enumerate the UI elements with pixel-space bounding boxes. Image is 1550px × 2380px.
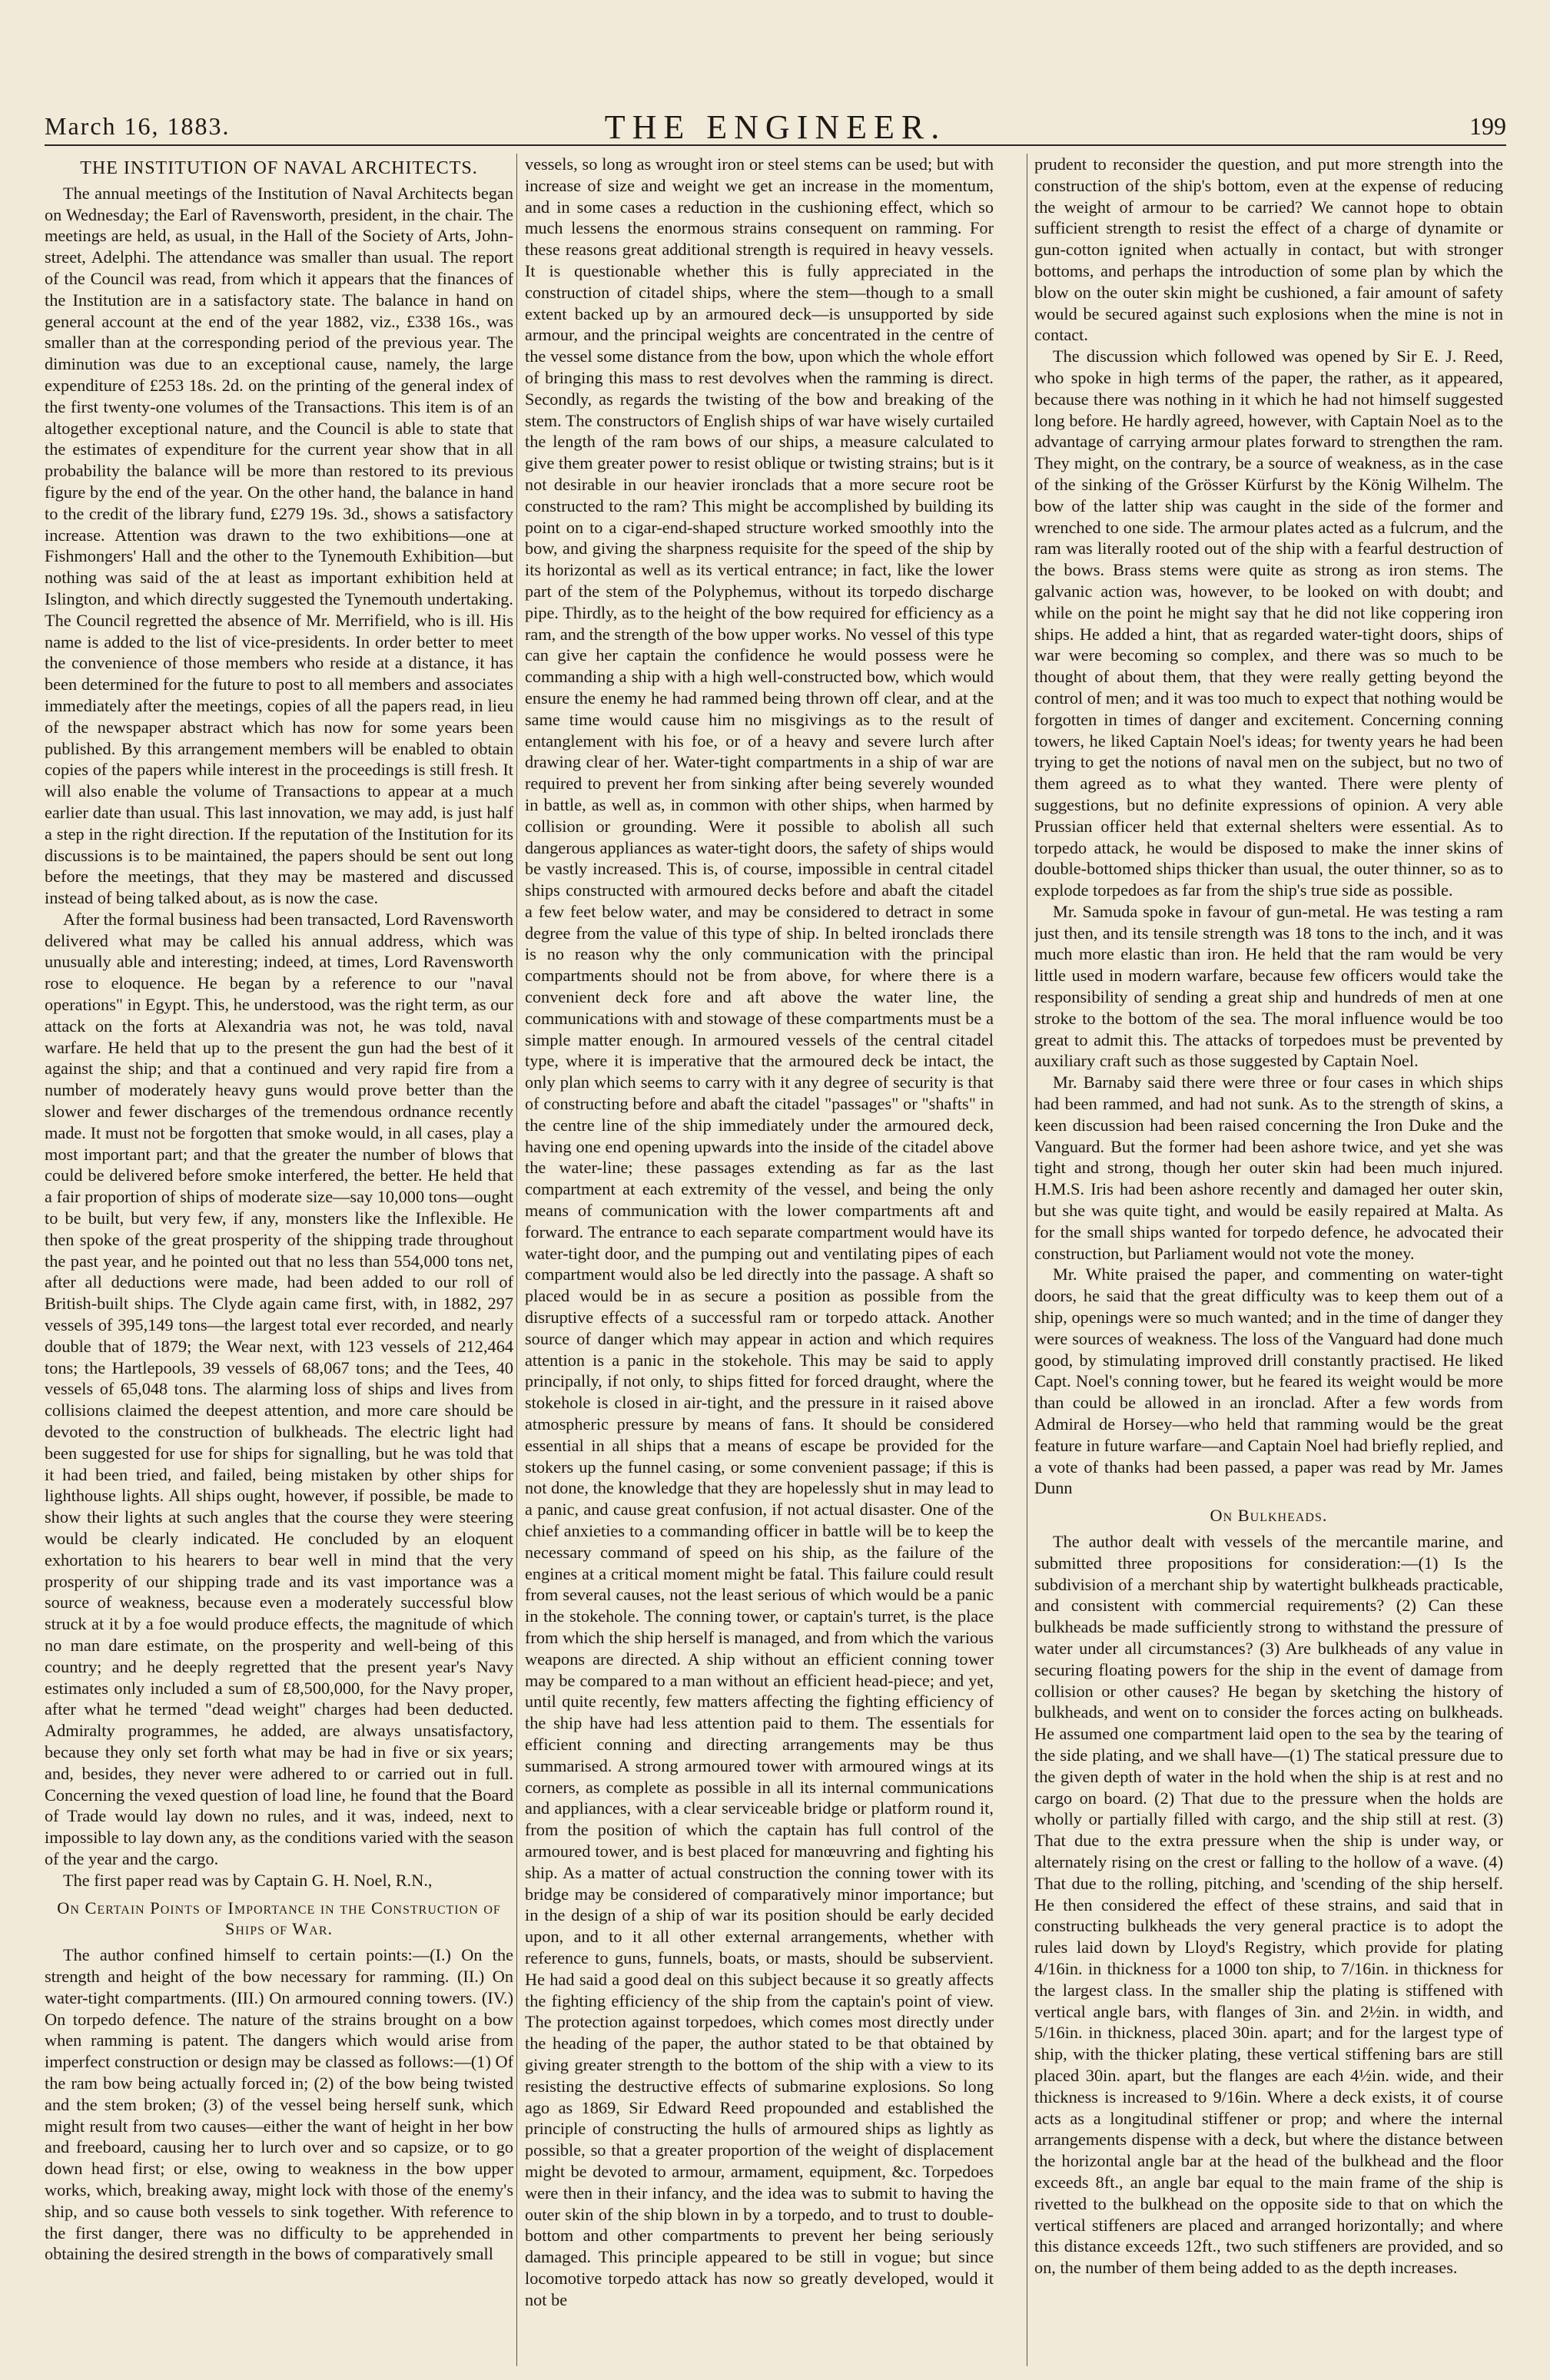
paragraph: The discussion which followed was opened by Sir E. J. Reed, who spoke in high terms of the paper, the rather, as it appeared, because there was nothing in it which he had not himself suggested long before. He hardly agreed, however, with Captain Noel as to the advantage of carrying armour plates forward to strengthen the ram. They might, on the contrary, be a source of weakness, as in the case of the sinking of the Grösser Kürfurst by the König Wilhelm. The bow of the latter ship was caught in the side of the former and wrenched to one side. The armour plates acted as a fulcrum, and the ram was literally rooted out of the ship with a fearful destruction of the bows. Brass stems were quite as strong as iron stems. The galvanic action was, however, to be looked on with doubt; and while on the point he might say that he did not like coppering iron ships. He added a hint, that as regarded water-tight doors, ships of war were becoming so complex, and there was so much to be thought of about them, that they were really getting beyond the control of men; and it was too much to expect that nothing would be forgotten in times of danger and excitement. Concerning conning towers, he liked Captain Noel's ideas; for twenty years he had been trying to get the notions of naval men on the subject, but no two of them agreed as to what they wanted. There were plenty of suggestions, but no definite expressions of opinion. A very able Prussian officer held that external shelters were essential. As to torpedo attack, he would be disposed to make the inner skins of double-bottomed ships thicker than usual, the outer thinner, so as to explode torpedoes as far from the ship's true side as possible. [1034,346,1503,900]
page-number: 199 [1469,112,1506,140]
column-3 [1034,154,1503,2366]
paragraph: The annual meetings of the Institution of Naval Architects began on Wednesday; the Earl of Ravensworth, president, in the chair. The meetings are held, as usual, in the Hall of the Society of Arts, John-street, Adelphi. The attendance was smaller than usual. The report of the Council was read, from which it appears that the finances of the Institution are in a satisfactory state. The balance in hand on general account at the end of the year 1882, viz., £338 16s., was smaller than at the corresponding period of the previous year. The diminution was due to an exceptional cause, namely, the large expenditure of £253 18s. 2d. on the printing of the general index of the first twenty-one volumes of the Transactions. This item is of an altogether exceptional nature, and the Council is able to state that the estimates of expenditure for the current year show that in all probability the balance will be more than restored to its previous figure by the end of the year. On the other hand, the balance in hand to the credit of the library fund, £279 19s. 3d., shows a satisfactory increase. Attention was drawn to the two exhibitions—one at Fishmongers' Hall and the other to the Tynemouth Exhibition—but nothing was said of the at least as important exhibition held at Islington, and which directly suggested the Tynemouth undertaking. The Council regretted the absence of Mr. Merrifield, who is ill. His name is added to the list of vice-presidents. In order better to meet the convenience of those members who reside at a distance, it has been determined for the future to post to all members and associates immediately after the meetings, copies of all the papers read, in lieu of the newspaper abstract which has now for some years been published. By this arrangement members will be enabled to obtain copies of the papers while interest in the proceedings is still fresh. It will also enable the volume of Transactions to appear at a much earlier date than usual. This last innovation, we may add, is just half a step in the right direction. If the reputation of the Institution for its discussions is to be maintained, the papers should be sent out long before the meetings, that they may be mastered and discussed instead of being talked about, as is now the case. [45,183,513,908]
publication-title: THE ENGINEER. [604,108,947,146]
paragraph: The first paper read was by Captain G. H. Noel, R.N., [63,1870,433,1890]
paragraph: Mr. White praised the paper, and commenting on water-tight doors, he said that the great difficulty was to keep them out of a ship, openings were so much wanted; and in the time of danger they were sources of weakness. The loss of the Vanguard had done much good, by stimulating improved drill constantly practised. He liked Capt. Noel's conning tower, but he feared its weight would be more than could be allowed in an ironclad. After a few words from Admiral de Horsey—who held that ramming would be the great feature in future warfare—and Captain Noel had briefly replied, and a vote of thanks had been passed, a paper was read by Mr. James Dunn [1034,1265,1503,1498]
section-subheading: On Certain Points of Importance in the Construction of Ships of War. [57,1898,501,1939]
masthead [45,108,1506,154]
paragraph: Mr. Samuda spoke in favour of gun-metal. He was testing a ram just then, and its tensile strength was 18 tons to the inch, and it was much more elastic than iron. He held that the ram would be very little used in modern warfare, because few officers would take the responsibility of sending a great ship and hundreds of men at one stroke to the bottom of the sea. The moral influence would be too great to admit this. The attacks of torpedoes must be prevented by auxiliary craft such as those suggested by Captain Noel. [1034,901,1503,1071]
paragraph: The author confined himself to certain points:—(I.) On the strength and height of the bow necessary for ramming. (II.) On water-tight compartments. (III.) On armoured conning towers. (IV.) On torpedo defence. The nature of the strains brought on a bow when ramming is patent. The dangers which would arise from imperfect construction or design may be classed as follows:—(1) Of the ram bow being actually forced in; (2) of the bow being twisted and the stem broken; (3) of the vessel being herself sunk, which might result from two causes—either the want of height in her bow and freeboard, causing her to lurch over and so capsize, or to go down head first; or else, owing to weakness in the bow upper works, which, breaking away, might lock with those of the enemy's ship, and so cause both vessels to sink together. With reference to the first danger, there was no difficulty to be apprehended in obtaining the desired strength in the bows of comparatively small [45,1945,513,2264]
paragraph: After the formal business had been transacted, Lord Ravensworth delivered what may be called his annual address, which was unusually able and interesting; indeed, at times, Lord Ravensworth rose to eloquence. He began by a reference to our "naval operations" in Egypt. This, he understood, was the right term, as our attack on the forts at Alexandria was not, he was told, naval warfare. He held that up to the present the gun had the best of it against the ship; and that a continued and very rapid fire from a number of moderately heavy guns would prove better than the slower and fewer discharges of the tremendous ordnance recently made. It must not be forgotten that smoke would, in all cases, play a most important part; and that the greater the number of blows that could be delivered before smoke interfered, the better. He held that a fair proportion of ships of moderate size—say 10,000 tons—ought to be built, but very few, if any, monsters like the Inflexible. He then spoke of the great prosperity of the shipping trade throughout the past year, and he pointed out that no less than 554,000 tons net, after all deductions were made, had been added to our roll of British-built ships. The Clyde again came first, with, in 1882, 297 vessels of 395,149 tons—the largest total ever recorded, and nearly double that of 1879; the Wear next, with 123 vessels of 212,464 tons; the Hartlepools, 39 vessels of 68,067 tons; and the Tees, 40 vessels of 65,048 tons. The alarming loss of ships and lives from collisions claimed the deepest attention, and more care should be devoted to the construction of bulkheads. The electric light had been suggested for use for ships for signalling, but he was told that it had been tried, and failed, being mistaken by other ships for lighthouse lights. All ships ought, however, if possible, be made to show their lights at such angles that the course they were steering would be clearly indicated. He concluded by an eloquent exhortation to his hearers to bear well in mind that the very prosperity of our shipping trade and its vast importance was a source of weakness, because even a moderately successful blow struck at it by a foe would produce effects, the magnitude of which no man dare estimate, on the prosperity and well-being of this country; and he deeply regretted that the present year's Navy estimates only included a sum of £8,500,000, for the Navy proper, after what he termed "dead weight" charges had been deducted. Admiralty programmes, he added, are always unsatisfactory, because they only set forth what may be had in five or six years; and, besides, they never were adhered to or carried out in full. Concerning the vexed question of load line, he found that the Board of Trade would lay down no rules, and it was, indeed, next to impossible to lay down any, as the conditions varied with the season of the year and the cargo. [45,909,513,1868]
article-heading: THE INSTITUTION OF NAVAL ARCHITECTS. [80,158,478,178]
issue-date: March 16, 1883. [45,112,231,140]
paragraph: Mr. Barnaby said there were three or four cases in which ships had been rammed, and had not sunk. As to the strength of skins, a keen discussion had been raised concerning the Iron Duke and the Vanguard. But the former had been ashore twice, and yet she was tight and strong, though her outer skin had been much injured. H.M.S. Iris had been ashore recently and damaged her outer skin, but she was quite tight, and would be easily repaired at Malta. As for the small ships wanted for torpedo defence, he advocated their construction, but Parliament would not vote the money. [1034,1072,1503,1263]
paragraph: prudent to reconsider the question, and put more strength into the construction of the ship's bottom, even at the expense of reducing the weight of armour to be carried? We cannot hope to obtain sufficient strength to resist the effect of a charge of dynamite or gun-cotton ignited when actually in contact, but with stronger bottoms, and perhaps the introduction of some plan by which the blow on the outer skin might be cushioned, a fair amount of safety would be secured against such explosions when the mine is not in contact. [1034,154,1503,345]
column-2 [525,154,994,2366]
paragraph: The author dealt with vessels of the mercantile marine, and submitted three propositions for consideration:—(1) Is the subdivision of a merchant ship by watertight bulkheads practicable, and consistent with commercial requirements? (2) Can these bulkheads be made sufficiently strong to withstand the pressure of water under all circumstances? (3) Are bulkheads of any value in securing floating powers for the ship in the event of damage from collision or other causes? He began by sketching the history of bulkheads, and went on to consider the forces acting on bulkheads. He assumed one compartment laid open to the sea by the tearing of the side plating, and we shall have—(1) The statical pressure due to the given depth of water in the hold when the ship is at rest and no cargo on board. (2) That due to the pressure when the holds are wholly or partially filled with cargo, and the ship still at rest. (3) That due to the extra pressure when the ship is under way, or alternately rising on the crest or falling to the hollow of a wave. (4) That due to the rolling, pitching, and 'scending of the ship herself. He then considered the effect of these strains, and said that in constructing bulkheads the very general practice is to adopt the rules laid down by Lloyd's Registry, which provide for plating 4/16in. in thickness for a 1000 ton ship, to 7/16in. in thickness for the largest class. In the smaller ship the plating is stiffened with vertical angle bars, with flanges of 3in. and 2½in. in width, and 5/16in. in thickness, placed 30in. apart; and for the largest type of ship, with the thicker plating, these vertical stiffening bars are still placed 30in. apart, but the flanges are each 4½in. wide, and their thickness is increased to 9/16in. Where a deck exists, it of course acts as a longitudinal stiffener or prop; and where the internal arrangements dispense with a deck, but where the distance between the horizontal angle bar at the head of the bulkhead and the floor exceeds 8ft., an angle bar equal to the main frame of the ship is rivetted to the bulkhead on the opposite side to that on which the vertical stiffeners are placed and arranged horizontally; and where this distance exceeds 12ft., two such stiffeners are provided, and so on, the number of them being added to as the depth increases. [1034,1532,1503,2278]
column-1 [45,154,513,2366]
section-subheading: On Bulkheads. [1210,1506,1328,1526]
paragraph: vessels, so long as wrought iron or steel stems can be used; but with increase of size and weight we get an increase in the momentum, and in some cases a reduction in the cushioning effect, which so much lessens the enormous strains consequent on ramming. For these reasons great additional strength is required in heavy vessels. It is questionable whether this is fully appreciated in the construction of citadel ships, where the stem—though to a small extent backed up by an armoured deck—is unsupported by side armour, and the principal weights are concentrated in the centre of the vessel some distance from the bow, upon which the whole effort of bringing this mass to rest devolves when the ramming is direct. Secondly, as regards the twisting of the bow and breaking of the stem. The constructors of English ships of war have wisely curtailed the length of the ram bows of our ships, a measure calculated to give them greater power to resist oblique or twisting strains; but is it not desirable in our heavier ironclads that a more secure root be constructed to the ram? This might be accomplished by building its point on to a cigar-end-shaped structure worked smoothly into the bow, and giving the sharpness requisite for the speed of the ship by its horizontal as well as its vertical entrance; in fact, like the lower part of the stem of the Polyphemus, without its torpedo discharge pipe. Thirdly, as to the height of the bow required for efficiency as a ram, and the strength of the bow upper works. No vessel of this type can give her captain the confidence he would possess were he commanding a ship with a high well-constructed bow, which would ensure the enemy he had rammed being thrown off clear, and at the same time would cause him no misgivings as to the result of entanglement with his foe, or of a heavy and severe lurch after drawing clear of her. Water-tight compartments in a ship of war are required to prevent her from sinking after being severely wounded in battle, as well as, in common with other ships, when harmed by collision or grounding. Were it possible to abolish all such dangerous appliances as water-tight doors, the safety of ships would be vastly increased. This is, of course, impossible in central citadel ships constructed with armoured decks before and abaft the citadel a few feet below water, and may be considered to detract in some degree from the value of this type of ship. In belted ironclads there is no reason why the only communication with the principal compartments should not be from above, for where there is a convenient deck fore and aft above the water line, the communications with and stowage of these compartments must be a simple matter enough. In armoured vessels of the central citadel type, where it is imperative that the armoured deck be intact, the only plan which seems to carry with it any degree of security is that of constructing before and abaft the citadel "passages" or "shafts" in the centre line of the ship immediately under the armoured deck, having one end opening upwards into the inside of the citadel above the water-line; these passages extending as far as the last compartment at each extremity of the vessel, and being the only means of communication with the lower compartments aft and forward. The entrance to each separate compartment would have its water-tight door, and the pumping out and ventilating pipes of each compartment would also be led directly into the passage. A shaft so placed would be in as secure a position as possible from the disruptive effects of a successful ram or torpedo attack. Another source of danger which may appear in action and which requires attention is a panic in the stokehole. This may be said to apply principally, if not only, to ships fitted for forced draught, where the stokehole is closed in air-tight, and the pressure in it raised above atmospheric pressure by means of fans. It should be considered essential in all ships that a means of escape be provided for the stokers up the funnel casing, or some convenient passage; if this is not done, the knowledge that they are hopelessly shut in may lead to a panic, and cause great confusion, if not actual disaster. One of the chief anxieties to a commanding officer in battle will be to keep the necessary command of speed on his ship, as the failure of the engines at a critical moment might be fatal. This failure could result from several causes, not the least serious of which would be a panic in the stokehole. The conning tower, or captain's turret, is the place from which the ship herself is managed, and from which the various weapons are directed. A ship without an efficient conning tower may be compared to a man without an efficient head-piece; and yet, until quite recently, few matters affecting the fighting efficiency of the ship have had less attention paid to them. The essentials for efficient conning and directing arrangements may be thus summarised. A strong armoured tower with armoured wings at its corners, as complete as possible in all its internal communications and appliances, with a clear serviceable bridge or platform round it, from the position of which the captain has full control of the armoured tower, and is best placed for manœuvring and fighting his ship. As a matter of actual construction the conning tower with its bridge may be considered of comparatively minor importance; but in the design of a ship of war its position should be early decided upon, and to it all other external arrangements, whether with reference to guns, funnels, boats, or masts, should be subservient. He had said a good deal on this subject because it so greatly affects the fighting efficiency of the ship from the captain's point of view. The protection against torpedoes, which comes most directly under the heading of the paper, the author stated to be that obtained by giving greater strength to the bottom of the ship with a view to its resisting the destructive effects of submarine explosions. So long ago as 1869, Sir Edward Reed propounded and established the principle of constructing the hulls of armoured ships as lightly as possible, so that a greater proportion of the weight of displacement might be devoted to armour, armament, equipment, &c. Torpedoes were then in their infancy, and the idea was to submit to having the outer skin of the ship blown in by a torpedo, and to trust to double-bottom and other compartments to prevent her being seriously damaged. This principle appeared to be still in vogue; but since locomotive torpedo attack has now so greatly developed, would it not be [525,154,994,2309]
header-rule [45,144,1506,146]
column-divider [516,154,517,2366]
